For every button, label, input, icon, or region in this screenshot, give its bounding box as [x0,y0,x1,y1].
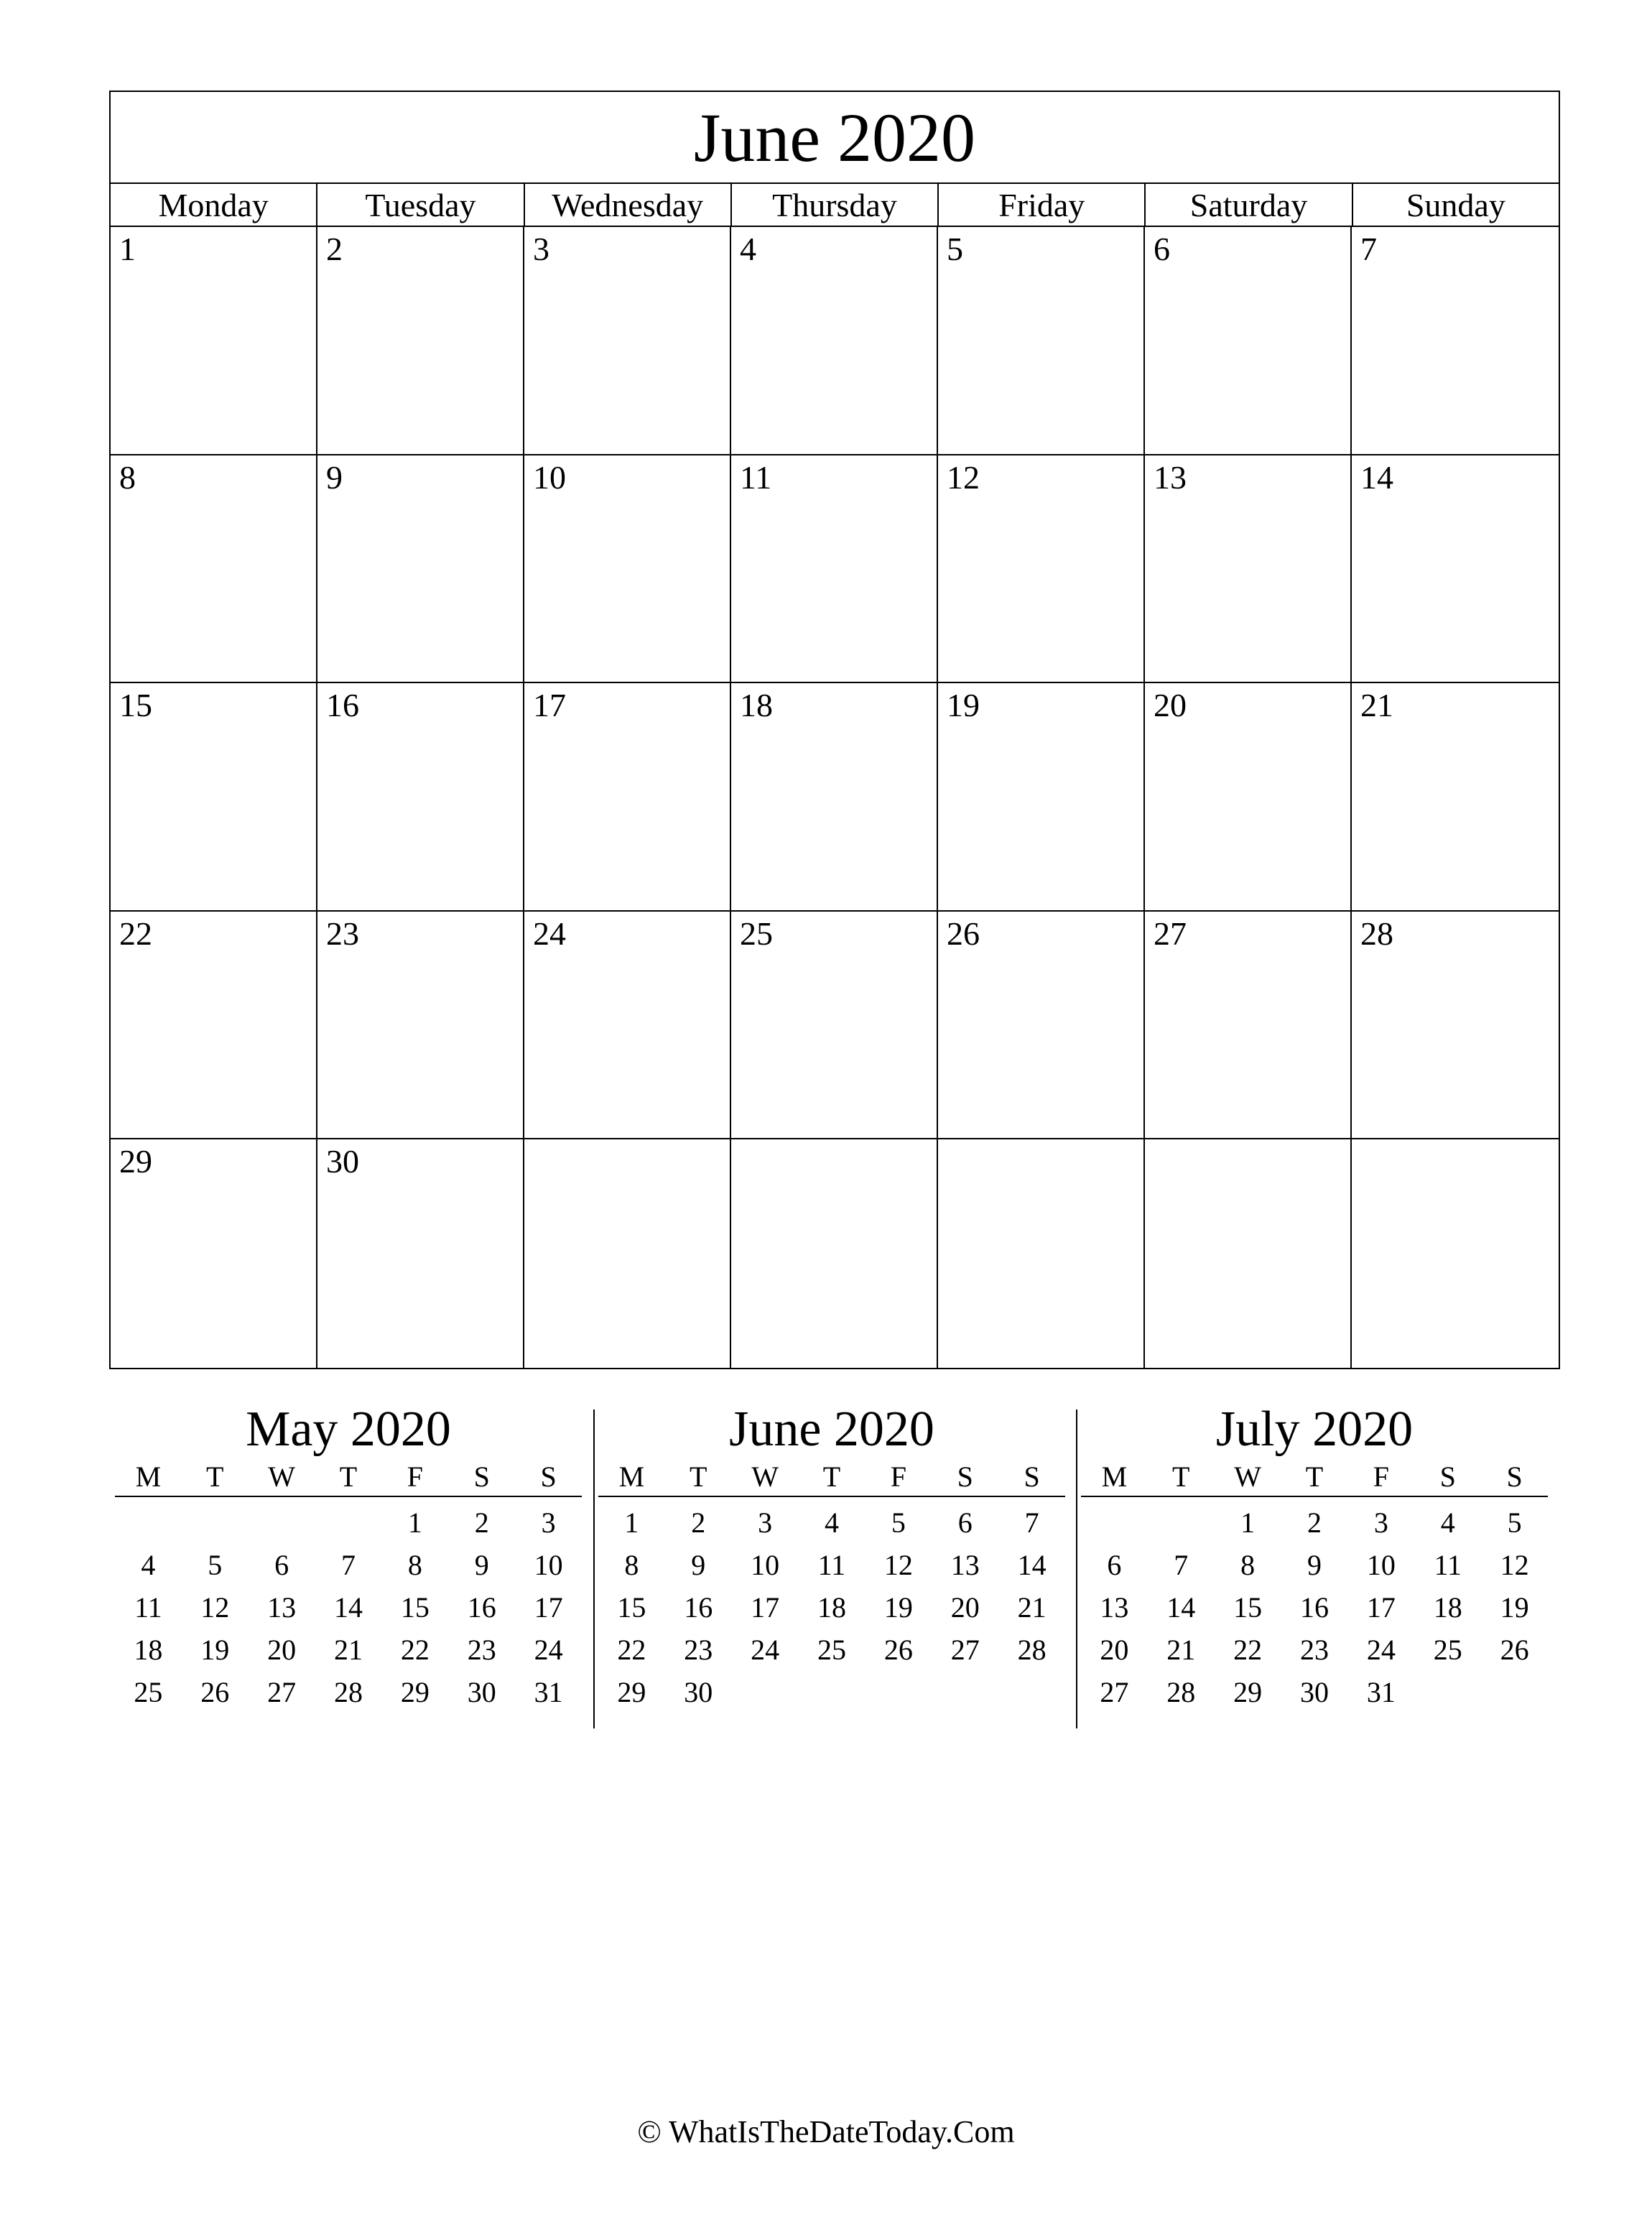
mini-day: 29 [400,1676,430,1708]
mini-day [1414,1671,1481,1713]
mini-day: 2 [691,1506,706,1539]
day-cell: 24 [524,912,731,1140]
mini-day: 19 [200,1634,230,1666]
day-cell: 19 [938,683,1145,912]
weekday-friday: Friday [939,184,1146,226]
mini-day: 28 [1017,1634,1047,1666]
mini-day: 30 [467,1676,496,1708]
mini-day: 23 [684,1634,713,1666]
mini-day: 19 [883,1591,913,1624]
mini-calendar-title: July 2020 [1215,1402,1414,1457]
mini-day: 5 [1507,1506,1522,1539]
day-cell: 4 [731,227,938,455]
mini-day: 8 [624,1549,639,1581]
copyright-footer: © WhatIsTheDateToday.Com [637,2114,1015,2149]
mini-weekday-label: F [407,1460,423,1493]
mini-day: 24 [534,1634,563,1666]
weekday-wednesday: Wednesday [525,184,732,226]
mini-weekday-label: S [540,1460,557,1493]
mini-day [998,1671,1065,1713]
mini-day: 30 [684,1676,713,1708]
weekday-tuesday: Tuesday [317,184,524,226]
mini-day: 27 [950,1634,980,1666]
mini-day: 9 [474,1549,489,1581]
main-calendar [109,91,1560,1369]
mini-calendar-previous [115,1401,582,1713]
mini-day: 16 [684,1591,713,1624]
weekday-thursday: Thursday [732,184,939,226]
mini-day: 27 [267,1676,297,1708]
mini-day [249,1501,315,1544]
mini-day-grid [598,1497,1065,1713]
day-cell: 9 [317,455,524,684]
day-cell: 10 [524,455,731,684]
mini-day: 12 [1500,1549,1529,1581]
mini-day: 11 [134,1591,162,1624]
mini-day: 6 [1107,1549,1122,1581]
mini-day: 25 [1433,1634,1462,1666]
mini-day: 11 [817,1549,846,1581]
mini-day: 4 [824,1506,839,1539]
mini-day: 17 [751,1591,780,1624]
mini-day: 1 [407,1506,422,1539]
day-cell: 6 [1145,227,1352,455]
mini-day: 30 [1299,1676,1329,1708]
mini-day [115,1501,182,1544]
day-cell: 7 [1352,227,1559,455]
mini-day: 18 [1433,1591,1462,1624]
mini-day-grid [115,1497,582,1713]
mini-day: 16 [1299,1591,1329,1624]
mini-day: 12 [200,1591,230,1624]
mini-day: 25 [817,1634,846,1666]
mini-weekday-label: W [751,1460,779,1493]
mini-day [315,1501,382,1544]
mini-day: 14 [1166,1591,1196,1624]
mini-day: 21 [1166,1634,1196,1666]
mini-weekday-label: S [1506,1460,1523,1493]
mini-weekday-row [1081,1458,1548,1497]
calendar-title: June 2020 [111,92,1559,184]
mini-day: 18 [134,1634,163,1666]
day-cell: 3 [524,227,731,455]
day-cell: 17 [524,683,731,912]
mini-weekday-label: S [1024,1460,1040,1493]
day-cell: 15 [111,683,317,912]
mini-day: 7 [1024,1506,1039,1539]
mini-day: 2 [474,1506,489,1539]
mini-day: 23 [1299,1634,1329,1666]
mini-weekday-label: S [1439,1460,1456,1493]
mini-day: 8 [1240,1549,1256,1581]
day-cell: 22 [111,912,317,1140]
mini-day: 25 [134,1676,163,1708]
mini-weekday-label: T [822,1460,841,1493]
day-cell: 28 [1352,912,1559,1140]
mini-day: 17 [1366,1591,1396,1624]
day-cell: 25 [731,912,938,1140]
mini-day: 15 [617,1591,646,1624]
mini-weekday-label: M [135,1460,162,1493]
mini-calendar-title: June 2020 [729,1402,934,1457]
mini-day: 19 [1500,1591,1529,1624]
mini-calendar-current [598,1401,1065,1713]
mini-day: 3 [1373,1506,1388,1539]
mini-day [1081,1501,1148,1544]
mini-day: 1 [624,1506,639,1539]
mini-day: 9 [1307,1549,1322,1581]
day-cell: 26 [938,912,1145,1140]
day-cell: 20 [1145,683,1352,912]
mini-day: 14 [333,1591,363,1624]
mini-day: 29 [617,1676,646,1708]
mini-day: 4 [141,1549,156,1581]
mini-day: 7 [340,1549,356,1581]
day-cell: 12 [938,455,1145,684]
day-cell [1352,1139,1559,1368]
weekday-sunday: Sunday [1406,187,1505,223]
mini-day: 7 [1174,1549,1189,1581]
mini-day: 10 [1366,1549,1396,1581]
mini-weekday-label: T [206,1460,224,1493]
mini-day [865,1671,932,1713]
mini-day: 20 [267,1634,297,1666]
mini-day: 15 [1233,1591,1263,1624]
mini-weekday-label: T [690,1460,707,1493]
mini-weekday-label: W [1234,1460,1262,1493]
mini-weekday-label: T [1172,1460,1190,1493]
day-cell: 14 [1352,455,1559,684]
mini-day: 1 [1240,1506,1256,1539]
mini-day [732,1671,799,1713]
mini-weekday-label: M [1101,1460,1128,1493]
mini-calendar-next [1081,1401,1548,1713]
day-cell: 13 [1145,455,1352,684]
mini-weekday-row [598,1458,1065,1497]
mini-day: 6 [274,1549,289,1581]
mini-day: 13 [267,1591,297,1624]
mini-day: 3 [541,1506,556,1539]
mini-day: 22 [400,1634,430,1666]
mini-day: 20 [1100,1634,1129,1666]
mini-day: 4 [1440,1506,1455,1539]
mini-day: 24 [1366,1634,1396,1666]
mini-day: 13 [1100,1591,1129,1624]
mini-day: 21 [333,1634,363,1666]
mini-day: 20 [950,1591,980,1624]
mini-day: 24 [751,1634,780,1666]
day-cell: 21 [1352,683,1559,912]
mini-day: 26 [1500,1634,1529,1666]
mini-day: 22 [617,1634,646,1666]
day-cell [731,1139,938,1368]
mini-weekday-label: T [339,1460,358,1493]
mini-day [932,1671,998,1713]
mini-calendar-divider [593,1409,595,1728]
mini-weekday-label: W [268,1460,296,1493]
mini-day: 21 [1017,1591,1047,1624]
day-grid [111,227,1559,1368]
mini-day: 15 [400,1591,430,1624]
day-cell: 29 [111,1139,317,1368]
day-cell [938,1139,1145,1368]
day-cell: 30 [317,1139,524,1368]
mini-weekday-label: F [1373,1460,1389,1493]
day-cell [524,1139,731,1368]
day-cell: 23 [317,912,524,1140]
day-cell: 27 [1145,912,1352,1140]
mini-calendar-title: May 2020 [246,1402,451,1457]
mini-day [799,1671,866,1713]
mini-day [1148,1501,1215,1544]
mini-day: 31 [534,1676,563,1708]
mini-day: 31 [1366,1676,1396,1708]
weekday-saturday: Saturday [1146,184,1352,226]
mini-day: 22 [1233,1634,1263,1666]
mini-day [1481,1671,1548,1713]
mini-day: 26 [200,1676,230,1708]
mini-day: 9 [691,1549,706,1581]
mini-day: 27 [1100,1676,1129,1708]
day-cell: 16 [317,683,524,912]
day-cell: 1 [111,227,317,455]
mini-day: 18 [817,1591,846,1624]
mini-day: 5 [208,1549,223,1581]
mini-weekday-label: T [1305,1460,1324,1493]
mini-day: 14 [1017,1549,1047,1581]
mini-day: 13 [950,1549,980,1581]
day-cell: 11 [731,455,938,684]
mini-day: 2 [1307,1506,1322,1539]
day-cell: 8 [111,455,317,684]
mini-weekday-label: M [618,1460,645,1493]
mini-day: 26 [883,1634,913,1666]
mini-day-grid [1081,1497,1548,1713]
mini-day: 23 [467,1634,496,1666]
mini-day: 28 [333,1676,363,1708]
mini-day: 12 [883,1549,913,1581]
mini-day: 10 [534,1549,563,1581]
mini-day [182,1501,249,1544]
mini-day: 3 [758,1506,773,1539]
mini-day: 16 [467,1591,496,1624]
mini-day: 17 [534,1591,563,1624]
mini-day: 29 [1233,1676,1263,1708]
mini-weekday-label: F [890,1460,906,1493]
mini-weekday-label: S [473,1460,490,1493]
mini-weekday-label: S [957,1460,973,1493]
mini-weekday-row [115,1458,582,1497]
mini-day: 10 [751,1549,780,1581]
mini-day: 11 [1434,1549,1462,1581]
mini-calendar-divider [1076,1409,1077,1728]
weekday-monday: Monday [111,184,317,226]
day-cell: 18 [731,683,938,912]
mini-day: 6 [957,1506,973,1539]
mini-day: 8 [407,1549,422,1581]
day-cell: 2 [317,227,524,455]
day-cell: 5 [938,227,1145,455]
mini-day: 28 [1166,1676,1196,1708]
day-cell [1145,1139,1352,1368]
mini-day: 5 [891,1506,906,1539]
weekday-header-row [111,184,1559,227]
